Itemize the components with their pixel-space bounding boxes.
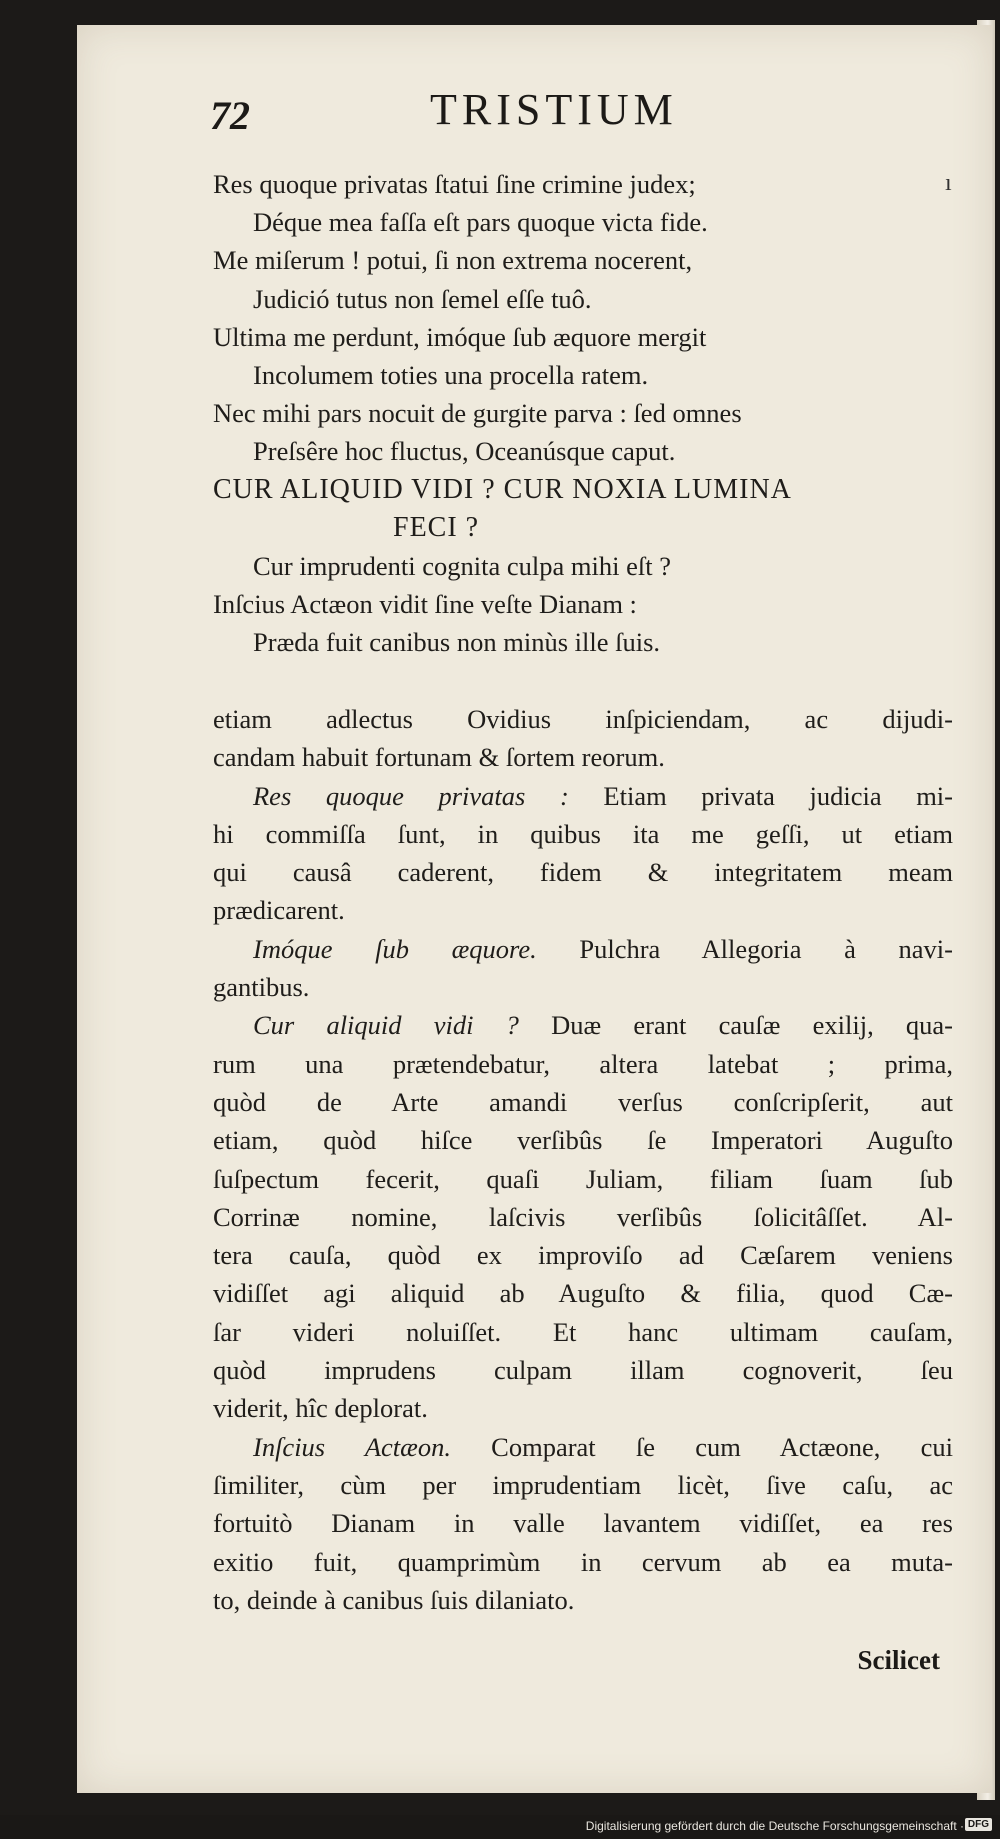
- commentary-block: [213, 700, 953, 1619]
- commentary-line: etiam adlectus Ovidius inſpiciendam, ac dijudi-: [213, 704, 953, 734]
- commentary-line: quòd de Arte amandi verſus conſcripſerit, aut: [213, 1086, 953, 1117]
- commentary-line: viderit, hîc deplorat.: [213, 1393, 428, 1424]
- commentary-line: exitio fuit, quamprimùm in cervum ab ea muta-: [213, 1546, 953, 1577]
- margin-mark: ı: [945, 170, 952, 196]
- commentary-line-lemma: Inſcius Actæon. Comparat ſe cum Actæone, cui: [253, 1431, 953, 1462]
- verse-line: Preſsêre hoc fluctus, Oceanúsque caput.: [253, 436, 676, 467]
- commentary-line: candam habuit fortunam & ſortem reorum.: [213, 742, 665, 773]
- commentary-line: ſar videri noluiſſet. Et hanc ultimam cauſam,: [213, 1316, 953, 1347]
- commentary-line-lemma: Cur aliquid vidi ? Duæ erant cauſæ exilij, qua-: [253, 1010, 953, 1041]
- commentary-line: hi commiſſa ſunt, in quibus ita me geſſi, ut etiam: [213, 818, 953, 849]
- verse-line: Nec mihi pars nocuit de gurgite parva : ſed omnes: [213, 398, 742, 429]
- commentary-line: qui causâ caderent, fidem & integritatem meam: [213, 857, 953, 888]
- commentary-line-lemma: Res quoque privatas : Etiam privata judicia mi-: [253, 780, 953, 811]
- commentary-line: tera cauſa, quòd ex improviſo ad Cæſarem veniens: [213, 1240, 953, 1271]
- commentary-line-lemma: Imóque ſub æquore. Pulchra Allegoria à navi-: [253, 933, 953, 964]
- verse-line: Inſcius Actæon vidit ſine veſte Dianam :: [213, 589, 637, 620]
- catchword: Scilicet: [857, 1645, 940, 1675]
- commentary-line: prædicarent.: [213, 895, 345, 926]
- verse-line: Ultima me perdunt, imóque ſub æquore mergit: [213, 321, 707, 352]
- commentary-line: ſimiliter, cùm per imprudentiam licèt, ſive caſu, ac: [213, 1469, 953, 1500]
- dfg-logo: DFG: [965, 1818, 992, 1831]
- verse-block: [213, 165, 953, 661]
- verse-line: Judició tutus non ſemel eſſe tuô.: [253, 283, 592, 314]
- commentary-line: rum una prætendebatur, altera latebat ; prima,: [213, 1048, 953, 1079]
- funding-credit: Digitalisierung gefördert durch die Deutsche Forschungsgemeinschaft ·: [585, 1819, 964, 1833]
- lemma: Inſcius Actæon.: [253, 1431, 451, 1462]
- running-title: TRISTIUM: [430, 85, 678, 134]
- lemma: Res quoque privatas :: [253, 780, 569, 811]
- verse-line: Præda fuit canibus non minùs ille ſuis.: [253, 627, 661, 658]
- verse-line: Déque mea faſſa eſt pars quoque victa fide.: [253, 207, 708, 238]
- commentary-line: etiam, quòd hiſce verſibûs ſe Imperatori Auguſto: [213, 1125, 953, 1156]
- commentary-line: quòd imprudens culpam illam cognoverit, ſeu: [213, 1355, 953, 1386]
- commentary-line: vidiſſet agi aliquid ab Auguſto & filia, quod Cæ-: [213, 1278, 953, 1309]
- page-number: 72: [210, 93, 250, 138]
- verse-line-caps: FECI ?: [393, 511, 480, 543]
- commentary-line: Corrinæ nomine, laſcivis verſibûs ſolicitâſſet. Al-: [213, 1201, 953, 1232]
- commentary-line: fortuitò Dianam in valle lavantem vidiſſet, ea res: [213, 1508, 953, 1539]
- lemma: Imóque ſub æquore.: [253, 933, 537, 964]
- commentary-line: ſuſpectum fecerit, quaſi Juliam, filiam ſuam ſub: [213, 1163, 953, 1194]
- verse-line-caps: CUR ALIQUID VIDI ? CUR NOXIA LUMINA: [213, 473, 792, 505]
- verse-line: Res quoque privatas ſtatui ſine crimine judex;: [213, 169, 696, 199]
- verse-line: Me miſerum ! potui, ſi non extrema nocerent,: [213, 245, 693, 276]
- commentary-line: to, deinde à canibus ſuis dilaniato.: [213, 1584, 575, 1615]
- verse-line: Incolumem toties una procella ratem.: [253, 359, 649, 390]
- commentary-line: gantibus.: [213, 972, 310, 1003]
- verse-line: Cur imprudenti cognita culpa mihi eſt ?: [253, 550, 672, 581]
- lemma: Cur aliquid vidi ?: [253, 1010, 519, 1041]
